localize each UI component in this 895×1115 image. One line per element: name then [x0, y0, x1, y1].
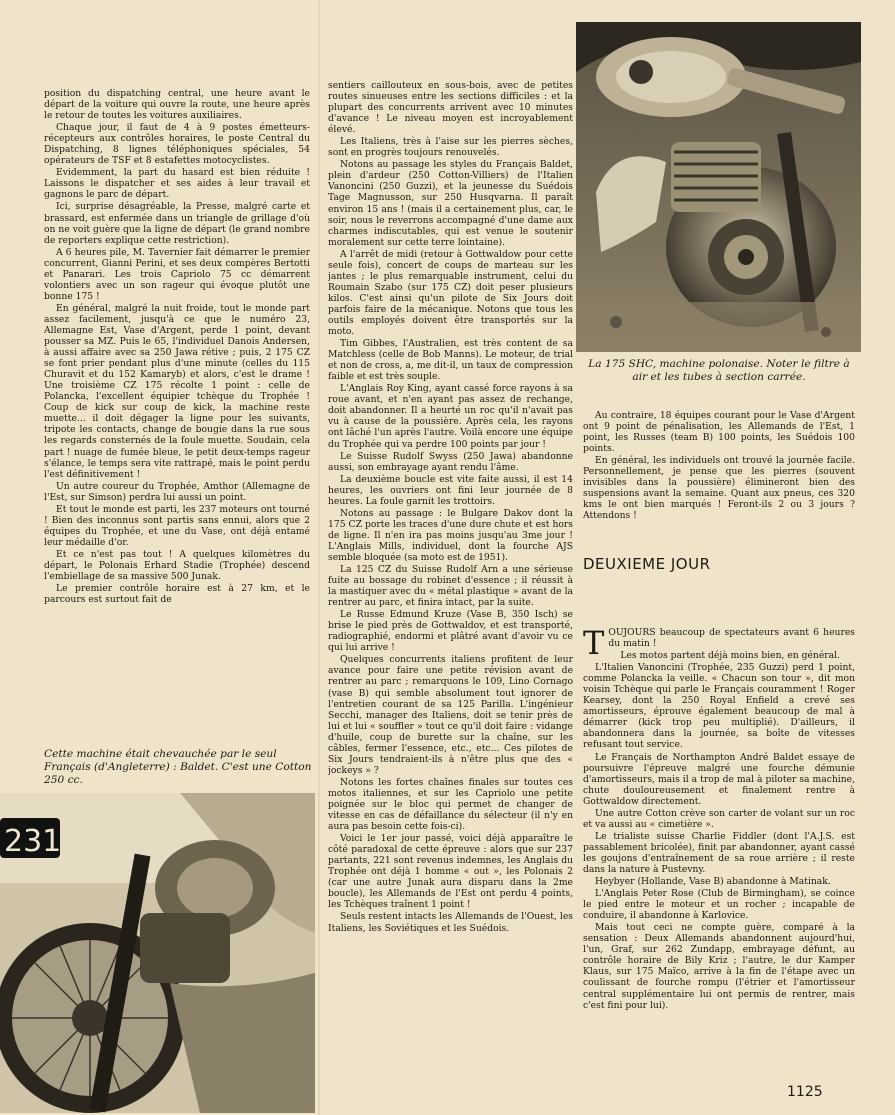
drop-cap: T — [583, 627, 605, 662]
paragraph: Notons les fortes chaînes finales sur toutes ces motos italiennes, et sur les Capriolo une petite poignée sur le bloc qui permet de changer de vitesse en cas de défaillance du sélecteur (il n'y en aura pas besoin cette fois-ci). — [328, 776, 573, 833]
paragraph: Quelques concurrents italiens profitent de leur avance pour faire une petite révision avant de rentrer au parc ; remarquons le 109, Lino Cornago (vase B) qui semble absolument tout ignorer de l'entretien courant de sa 125 Parilla. L'ingénieur Secchi, manager des Italiens, doit se tenir près de lui et lui « souffler » tout ce qu'il doit faire : vidange d'huile, coup de burette sur la chaîne, sur les câbles, fermer l'essence, etc., etc... Ces pilotes de Six Jours tendraient-ils à n'être plus que des « jockeys » ? — [328, 654, 573, 776]
paragraph: La deuxième boucle est vite faite aussi, il est 14 heures, les ouvriers ont fini leur journée de 8 heures. La foule garnit les trottoirs. — [328, 473, 573, 507]
paragraph: Voici le 1er jour passé, voici déjà apparaître le côté paradoxal de cette épreuve : alors que sur 237 partants, 221 sont revenus indemnes, les Anglais du Trophée ont déjà 1 homme « out », les Polonais 2 (car une autre Junak aura disparu dans la 2me boucle), les Allemands de l'Est ont perdu 4 points, les Tchèques traînent 1 point ! — [328, 833, 573, 911]
paragraph: Les motos partent déjà moins bien, en général. — [620, 650, 841, 662]
paragraph: Tim Gibbes, l'Australien, est très content de sa Matchless (celle de Bob Manns). Le moteur, de trial et non de cross, a, me dit-il, un taux de compression faible et est très souple. — [328, 338, 573, 383]
motorcycle-illustration — [0, 793, 315, 1113]
paragraph: Et tout le monde est parti, les 237 moteurs ont tourné ! Bien des inconnus sont partis sans ennui, alors que 2 équipes du Trophée, et une du Vase, ont déjà entamé leur médaille d'or. — [44, 503, 310, 548]
paragraph: Un autre coureur du Trophée, Amthor (Allemagne de l'Est, sur Simson) perdra lui aussi un point. — [44, 480, 310, 503]
paragraph: Ici, surprise désagréable, la Presse, malgré carte et brassard, est enfermée dans un triangle de grillage d'où on ne voit guère que la ligne de départ (le grand nombre de reporters explique cette restriction). — [44, 201, 310, 246]
paragraph: L'Anglais Peter Rose (Club de Birmingham), se coince le pied entre le moteur et un rocher ; incapable de conduire, il abandonne à Karlovice. — [583, 888, 855, 922]
article-column-3-upper — [583, 410, 855, 540]
engine-illustration — [576, 22, 861, 352]
paragraph: Les Italiens, très à l'aise sur les pierres sèches, sont en progrès toujours renouvelés. — [328, 136, 573, 159]
paragraph: A 6 heures pile, M. Tavernier fait démarrer le premier concurrent, Gianni Perini, et ses deux compères Bertotti et Panarari. Les trois Capriolo 75 cc démarrent volontiers avec un son rageur qui évoque plutôt une bonne 175 ! — [44, 246, 310, 302]
paragraph: Le Russe Edmund Kruze (Vase B, 350 Isch) se brise le pied près de Gottwaldov, et est transporté, radiographié, endormi et plâtré avant d'avoir vu ce qui lui arrive ! — [328, 609, 573, 654]
paragraph: Le Français de Northampton André Baldet essaye de poursuivre l'épreuve malgré une fourche démunie d'amortisseurs, mais il a trop de mal à piloter sa machine, chute douloureusement et finalement rentre à Gottwaldow directement. — [583, 751, 855, 807]
paragraph: En général, malgré la nuit froide, tout le monde part assez facilement, jusqu'à ce que le numéro 23, Allemagne Est, Vase d'Argent, perde 1 point, devant pousser sa MZ. Puis le 65, l'individuel Danois Andersen, à aussi affaire avec sa 250 Jawa rétive ; puis, 2 175 CZ se font prier pendant plus d'une minute (celles du 115 Churavit et du 152 Kamaryb) et alors, c'est le drame ! Une troisième CZ 175 récolte 1 point : celle de Polancka, l'excellent équipier tchèque du Trophée ! Coup de kick sur coup de kick, la machine reste muette... il doit dégager la ligne pour les suivants, tripote les contacts, change de bougie dans la rue sous les regards consternés de la foule muette. Soudain, cela part ! nuage de fumée bleue, le petit deux-temps rageur s'élance, le temps sera vite rattrapé, mais le point perdu l'est définitivement ! — [44, 302, 310, 480]
section-title: DEUXIEME JOUR — [583, 555, 711, 573]
page-number: 1125 — [787, 1084, 823, 1100]
photo-caption-left: Cette machine était chevauchée par le seul Français (d'Angleterre) : Baldet. C'est une Cotton 250 cc. — [44, 748, 312, 786]
article-column-2 — [328, 80, 573, 1110]
photo-caption-right: La 175 SHC, machine polonaise. Noter le filtre à air et les tubes à section carrée. — [588, 358, 850, 383]
paragraph: Le trialiste suisse Charlie Fiddler (dont l'A.J.S. est passablement bricolée), finit par abandonner, ayant cassé les goujons d'entraînement de sa roue arrière ; il reste dans la nature à Pustevny. — [583, 830, 855, 875]
paragraph: L'Anglais Roy King, ayant cassé force rayons à sa roue avant, et n'en ayant pas assez de rechange, doit abandonner. Il a heurté un roc qu'il n'avait pas vu à cause de la poussière. Après cela, les rayons ont lâché l'un après l'autre. Voilà encore une équipe du Trophée qui va perdre 100 points par jour ! — [328, 383, 573, 450]
engine-photo — [576, 22, 861, 352]
paragraph: Notons au passage : le Bulgare Dakov dont la 175 CZ porte les traces d'une dure chute et est hors de ligne. Il n'en ira pas moins jusqu'au 3me jour ! L'Anglais Mills, individuel, dont la fourche AJS semble bloquée (sa moto est de 1951). — [328, 507, 573, 563]
paragraph: Heybyer (Hollande, Vase B) abandonne à Matinak. — [595, 876, 831, 888]
page-fold — [318, 0, 320, 1115]
paragraph: Le Suisse Rudolf Swyss (250 Jawa) abandonne aussi, son embrayage ayant rendu l'âme. — [328, 450, 573, 473]
number-plate: 231 — [4, 824, 62, 859]
paragraph: Mais tout ceci ne compte guère, comparé à la sensation : Deux Allemands abandonnent aujourd'hui, l'un, Graf, sur 262 Zundapp, embrayage défunt, au contrôle horaire de Bily Kriz ; l'autre, le dur Kamper Klaus, sur 175 Maïco, arrive à la fin de l'étape avec un coulissant de fourche rompu (l'étrier et l'amortisseur central supplémentaire lui ont permis de rentrer, mais c'est fini pour lui). — [583, 922, 855, 1011]
paragraph: Chaque jour, il faut de 4 à 9 postes émetteurs-récepteurs aux contrôles horaires, le poste Central du Dispatching, 8 lignes téléphoniques spéciales, 54 opérateurs de TSF et 8 estafettes motocyclistes. — [44, 122, 310, 167]
paragraph: sentiers caillouteux en sous-bois, avec de petites routes sinueuses entre les sections difficiles : et la plupart des concurrents arrivent avec 10 minutes d'avance ! Le niveau moyen est incroyablement élevé. — [328, 80, 573, 136]
paragraph: La 125 CZ du Suisse Rudolf Arn a une sérieuse fuite au bossage du robinet d'essence ; il réussit à la mastiquer avec du « métal plastique » avant de la rentrer au parc, et finira intact, par la suite. — [328, 564, 573, 609]
paragraph: Notons au passage les styles du Français Baldet, plein d'ardeur (250 Cotton-Villiers) de l'Italien Vanoncini (250 Guzzi), et la jeunesse du Suédois Tage Magnusson, sur 250 Husqvarna. Il paraît environ 15 ans ! (mais il a certainement plus, car, le soir, nous le reverrons accompagné d'une dame aux charmes indiscutables, qui est venue le soutenir moralement sur cette terre lointaine). — [328, 159, 573, 248]
paragraph: Une autre Cotton crève son carter de volant sur un roc et va aussi au « cimetière ». — [583, 807, 855, 830]
article-column-3-lower — [583, 627, 855, 1082]
paragraph: En général, les individuels ont trouvé la journée facile. Personnellement, je pense que les pierres (souvent invisibles dans la poussière) élimineront bien des suspensions avant la semaine. Quant aux pneus, ces 320 kms le ont bien marqués ! Feront-ils 2 ou 3 jours ? Attendons ! — [583, 455, 855, 522]
motorcycle-photo — [0, 793, 315, 1113]
paragraph: L'Italien Vanoncini (Trophée, 235 Guzzi) perd 1 point, comme Polancka la veille. « Chacun son tour », dit mon voisin Tchèque qui parle le Français couramment ! Roger Kearsey, dont la 250 Royal Enfield a crevé ses amortisseurs, éprouve également beaucoup de mal à démarrer (kick trop peu multiplié). D'ailleurs, il abandonnera dans la journée, sa boîte de vitesses refusant tout service. — [583, 662, 855, 751]
paragraph: A l'arrêt de midi (retour à Gottwaldow pour cette seule fois), concert de coups de marteau sur les jantes ; le plus remarquable instrument, celui du Roumain Szabo (sur 175 CZ) doit peser plusieurs kilos. C'est ainsi qu'un pilote de Six Jours doit parfois faire de la mécanique. Notons que tous les outils employés doivent être transportés sur la moto. — [328, 248, 573, 338]
paragraph: position du dispatching central, une heure avant le départ de la voiture qui ouvre la route, une heure après le retour de toutes les voitures auxiliaires. — [44, 88, 310, 122]
article-column-1 — [44, 88, 310, 738]
paragraph: Evidemment, la part du hasard est bien réduite ! Laissons le dispatcher et ses aides à leur travail et gagnons le parc de départ. — [44, 167, 310, 201]
paragraph: Le premier contrôle horaire est à 27 km, et le parcours est surtout fait de — [44, 583, 310, 606]
paragraph: Au contraire, 18 équipes courant pour le Vase d'Argent ont 9 point de pénalisation, les Allemands de l'Est, 1 point, les Russes (team B) 100 points, les Suédois 100 points. — [583, 410, 855, 455]
lead-text: OUJOURS beaucoup de spectateurs avant 6 heures du matin ! — [608, 627, 855, 650]
paragraph: Seuls restent intacts les Allemands de l'Ouest, les Italiens, les Soviétiques et les Suédois. — [328, 911, 573, 934]
paragraph: Et ce n'est pas tout ! A quelques kilomètres du départ, le Polonais Erhard Stadie (Trophée) descend l'embiellage de sa massive 500 Junak. — [44, 548, 310, 583]
